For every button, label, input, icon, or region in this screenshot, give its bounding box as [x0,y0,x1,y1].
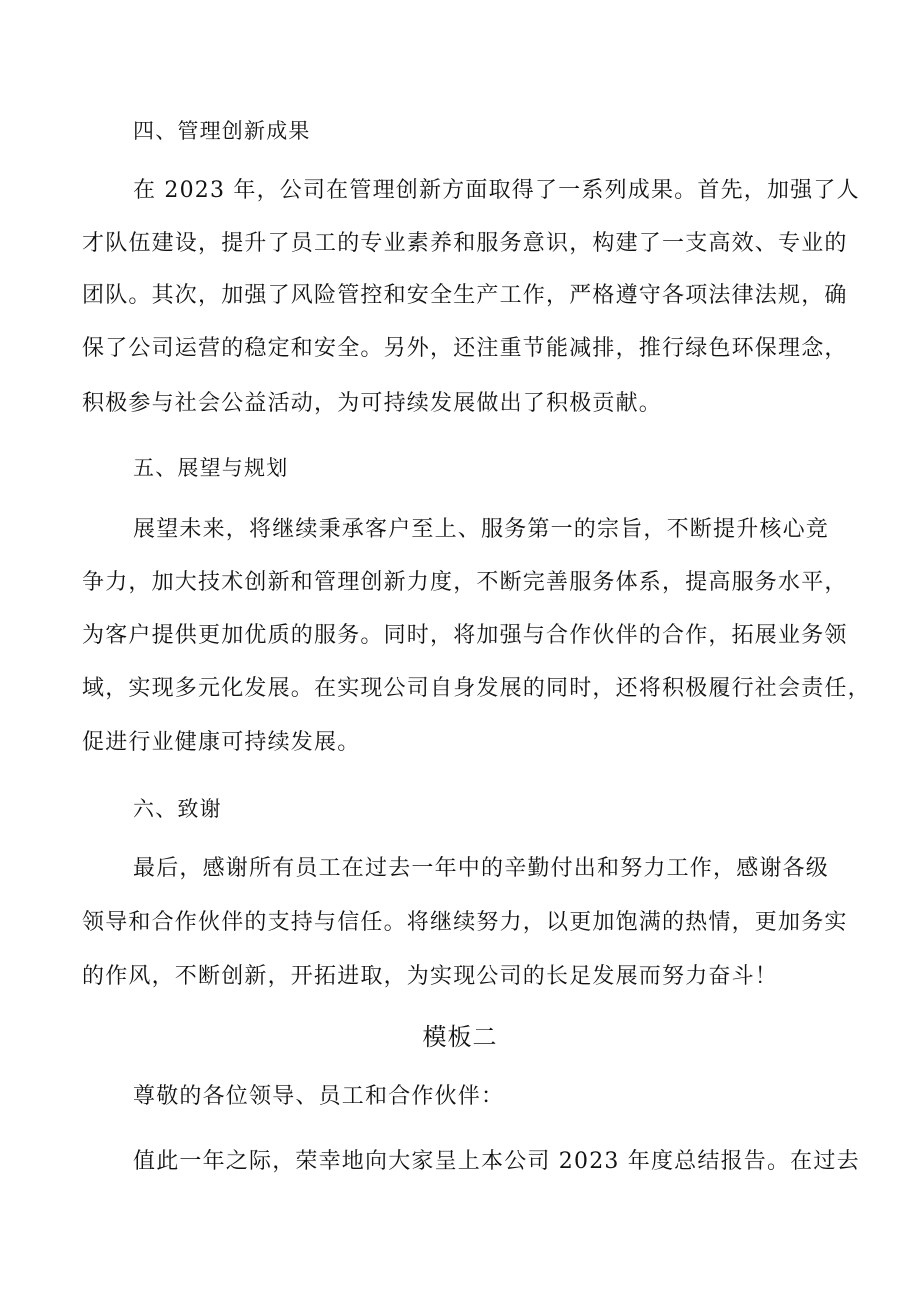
paragraph-line: 值此一年之际，荣幸地向大家呈上本公司 2023 年度总结报告。在过去 [133,1149,860,1174]
paragraph-line: 展望未来，将继续秉承客户至上、服务第一的宗旨，不断提升核心竞 [133,517,830,542]
section-heading: 六、致谢 [133,797,222,821]
paragraph-line: 在 2023 年，公司在管理创新方面取得了一系列成果。首先，加强了人 [133,178,860,203]
section-heading: 四、管理创新成果 [133,119,311,143]
paragraph-line: 促进行业健康可持续发展。 [82,730,361,755]
paragraph-line: 最后，感谢所有员工在过去一年中的辛勤付出和努力工作，感谢各级 [133,856,830,881]
paragraph-line: 争力，加大技术创新和管理创新力度，不断完善服务体系，提高服务水平， [82,570,848,595]
paragraph-line: 域，实现多元化发展。在实现公司自身发展的同时，还将积极履行社会责任， [82,676,871,701]
paragraph-line: 为客户提供更加优质的服务。同时，将加强与合作伙伴的合作，拓展业务领 [82,623,848,648]
greeting-line: 尊敬的各位领导、员工和合作伙伴： [133,1084,505,1109]
paragraph-line: 的作风，不断创新，开拓进取，为实现公司的长足发展而努力奋斗！ [82,964,779,989]
paragraph-line: 才队伍建设，提升了员工的专业素养和服务意识，构建了一支高效、专业的 [82,231,848,256]
section-heading: 五、展望与规划 [133,456,289,480]
paragraph-line: 积极参与社会公益活动，为可持续发展做出了积极贡献。 [82,391,663,416]
paragraph-line: 领导和合作伙伴的支持与信任。将继续努力，以更加饱满的热情，更加务实 [82,910,848,935]
paragraph-line: 保了公司运营的稳定和安全。另外，还注重节能减排，推行绿色环保理念， [82,336,848,361]
template-title: 模板二 [422,1023,498,1051]
paragraph-line: 团队。其次，加强了风险管控和安全生产工作，严格遵守各项法律法规，确 [82,283,848,308]
